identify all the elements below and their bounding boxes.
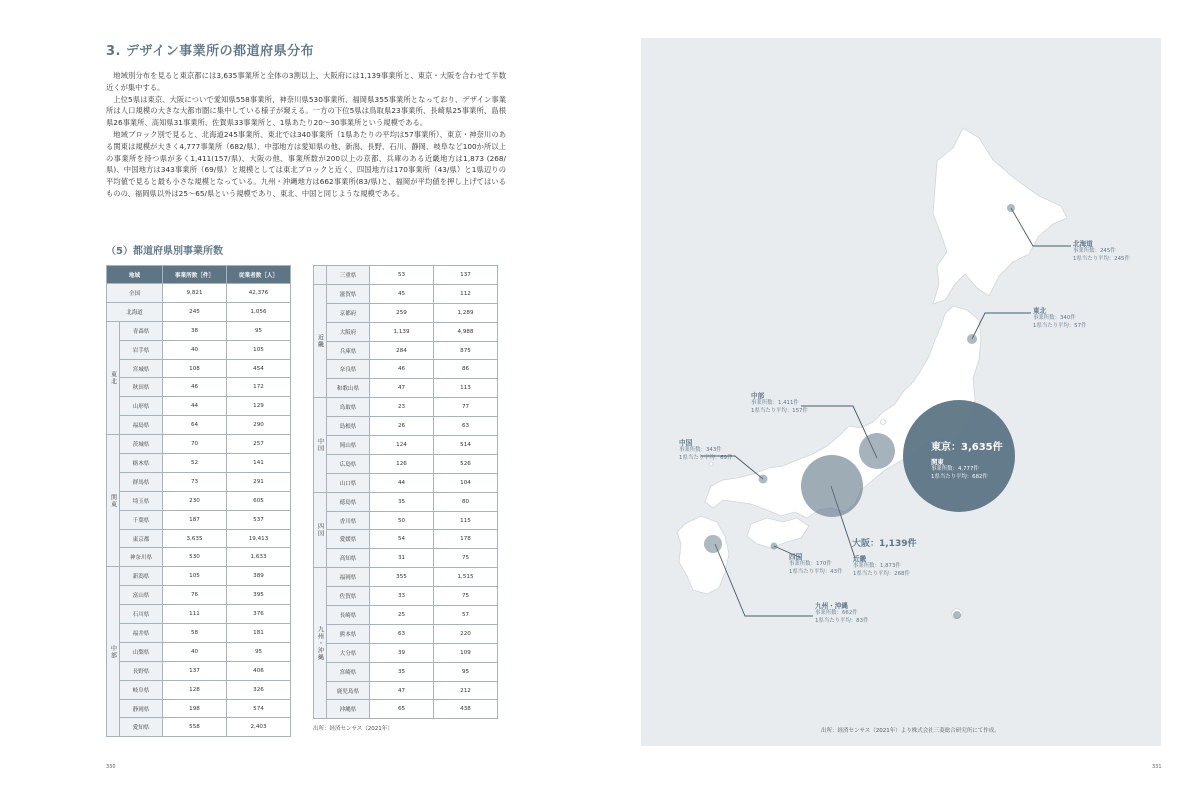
section-title: 3. デザイン事業所の都道府県分布 (106, 44, 315, 59)
employee-count: 395 (227, 586, 291, 605)
table-row (107, 472, 291, 491)
office-count: 355 (370, 568, 434, 587)
table-row (107, 435, 291, 454)
region-name: 関東 (931, 458, 944, 466)
office-count: 259 (370, 303, 434, 322)
prefecture-name: 埼玉県 (120, 491, 163, 510)
table-row (314, 662, 498, 681)
table-row (107, 340, 291, 359)
prefecture-name: 愛媛県 (327, 530, 370, 549)
table-row (314, 341, 498, 360)
prefecture-name: 大阪府 (327, 322, 370, 341)
region-avg: 1県当たり平均：268件 (853, 570, 910, 577)
region-avg: 1県当たり平均：682件 (931, 473, 988, 480)
employee-count: 57 (434, 606, 498, 625)
employee-count: 1,633 (227, 548, 291, 567)
office-count: 46 (163, 378, 227, 397)
region-name: 東北 (1033, 307, 1047, 315)
table-row (314, 587, 498, 606)
office-count: 25 (370, 606, 434, 625)
table-row (107, 416, 291, 435)
employee-count: 526 (434, 454, 498, 473)
prefecture-name: 岐阜県 (120, 680, 163, 699)
table-row (107, 284, 291, 303)
label-chugoku (679, 440, 732, 462)
prefecture-name: 熊本県 (327, 624, 370, 643)
region-avg: 1県当たり平均：69件 (679, 454, 733, 461)
prefecture-name: 千葉県 (120, 510, 163, 529)
region-name: 近畿 (853, 555, 867, 563)
employee-count: 574 (227, 699, 291, 718)
office-count: 44 (163, 397, 227, 416)
label-hokkaido (1073, 241, 1130, 263)
page-number-right: 331 (1152, 764, 1162, 770)
table-row (314, 643, 498, 662)
employee-count: 2,403 (227, 718, 291, 737)
table-row (107, 548, 291, 567)
prefecture-name: 石川県 (120, 605, 163, 624)
employee-count: 257 (227, 435, 291, 454)
page-number-left: 330 (106, 764, 116, 770)
employee-count: 129 (227, 397, 291, 416)
prefecture-name: 三重県 (327, 266, 370, 285)
office-count: 40 (163, 642, 227, 661)
region-name: 中部 (751, 392, 765, 400)
prefecture-name: 全国 (107, 284, 163, 303)
office-count: 1,139 (370, 322, 434, 341)
table-row (314, 473, 498, 492)
bubble-shikoku (771, 543, 778, 550)
office-count: 230 (163, 491, 227, 510)
prefecture-name: 新潟県 (120, 567, 163, 586)
header-offices: 事業所数［件］ (163, 266, 227, 284)
region-offices: 事業所数：245件 (1073, 248, 1116, 255)
prefecture-name: 北海道 (107, 302, 163, 321)
employee-count: 537 (227, 510, 291, 529)
bubble-okinawa (953, 611, 961, 619)
region-avg: 1県当たり平均：157件 (751, 407, 808, 414)
paragraph-3: 地域ブロック別で見ると、北海道245事業所、東北では340事業所（1県あたりの平均は57事業所）、東京・神奈川のある関東は規模が大きく4,777事業所（682/県）、中部地方は愛知県の他、新潟、長野、石川、静岡、岐阜など100か所以上の事業所を持つ県が多く1,411(157/県)、大阪の他、事業所数が200以上の京都、兵庫のある近畿地方は1,873 (268/県)、中国地方は343事業所（69/県）と規模としては東北ブロックと近く、四国地方は170事業所（43/県）と1県辺りの平均値で見ると最も小さな規模となっている。九州・沖縄地方は662事業所(83/県)と、福岡が平均値を押し上げてはいるものの、福岡県以外は25～65/県という規模であり、東北、中国と同じような規模である。 (106, 129, 506, 198)
table-row (107, 529, 291, 548)
table-source: 出所：経済センサス（2021年） (313, 726, 393, 732)
prefecture-name: 福島県 (120, 416, 163, 435)
employee-count: 438 (434, 700, 498, 719)
table-row (107, 680, 291, 699)
office-count: 63 (370, 624, 434, 643)
table-row (314, 454, 498, 473)
table-row (107, 397, 291, 416)
employee-count: 75 (434, 549, 498, 568)
employee-count: 406 (227, 661, 291, 680)
region-offices: 事業所数：1,873件 (853, 563, 901, 570)
japan-map (641, 38, 1161, 746)
japan-map-panel (641, 38, 1161, 746)
employee-count: 178 (434, 530, 498, 549)
label-kanto (931, 459, 988, 481)
office-count: 128 (163, 680, 227, 699)
office-count: 245 (163, 302, 227, 321)
table-row (107, 491, 291, 510)
prefecture-table-left (106, 265, 291, 737)
prefecture-name: 東京都 (120, 529, 163, 548)
prefecture-name: 秋田県 (120, 378, 163, 397)
office-count: 44 (370, 473, 434, 492)
bubble-chugoku (759, 475, 768, 484)
employee-count: 141 (227, 454, 291, 473)
table-row (107, 454, 291, 473)
employee-count: 875 (434, 341, 498, 360)
office-count: 38 (163, 321, 227, 340)
table-row (314, 681, 498, 700)
table-row (107, 586, 291, 605)
employee-count: 212 (434, 681, 498, 700)
office-count: 124 (370, 436, 434, 455)
table-row (107, 718, 291, 737)
region-offices: 事業所数：1,411件 (751, 400, 799, 407)
office-count: 45 (370, 284, 434, 303)
office-count: 54 (370, 530, 434, 549)
prefecture-name: 高知県 (327, 549, 370, 568)
employee-count: 376 (227, 605, 291, 624)
region-avg: 1県当たり平均：83件 (815, 617, 869, 624)
region-avg: 1県当たり平均：245件 (1073, 255, 1130, 262)
employee-count: 514 (434, 436, 498, 455)
label-kyushu (815, 603, 868, 625)
prefecture-name: 青森県 (120, 321, 163, 340)
region-group-label: 中部 (107, 567, 120, 737)
office-count: 58 (163, 624, 227, 643)
office-count: 35 (370, 492, 434, 511)
employee-count: 326 (227, 680, 291, 699)
employee-count: 95 (227, 321, 291, 340)
office-count: 137 (163, 661, 227, 680)
employee-count: 220 (434, 624, 498, 643)
employee-count: 75 (434, 587, 498, 606)
prefecture-name: 長崎県 (327, 606, 370, 625)
prefecture-name: 兵庫県 (327, 341, 370, 360)
office-count: 187 (163, 510, 227, 529)
prefecture-table-right (313, 265, 498, 719)
office-count: 9,821 (163, 284, 227, 303)
table-row (314, 284, 498, 303)
employee-count: 63 (434, 417, 498, 436)
table-header-row (107, 266, 291, 284)
kyushu-shape (677, 516, 729, 594)
bubble-tohoku (967, 334, 977, 344)
region-name: 九州・沖縄 (815, 602, 848, 610)
table-row (107, 661, 291, 680)
bubble-fukuoka (704, 535, 722, 553)
office-count: 64 (163, 416, 227, 435)
prefecture-name: 滋賀県 (327, 284, 370, 303)
region-group-label: 関東 (107, 435, 120, 567)
region-group-cell (314, 266, 327, 285)
prefecture-name: 鹿児島県 (327, 681, 370, 700)
employee-count: 80 (434, 492, 498, 511)
office-count: 23 (370, 398, 434, 417)
table-row (107, 378, 291, 397)
prefecture-name: 沖縄県 (327, 700, 370, 719)
employee-count: 4,988 (434, 322, 498, 341)
region-offices: 事業所数：4,777件 (931, 466, 979, 473)
header-employees: 従業者数［人］ (227, 266, 291, 284)
prefecture-name: 岩手県 (120, 340, 163, 359)
employee-count: 1,289 (434, 303, 498, 322)
bubble-tokyo (903, 400, 1015, 512)
office-count: 47 (370, 681, 434, 700)
map-source: 出所：経済センサス（2021年）より株式会社三菱総合研究所にて作成。 (821, 728, 1000, 734)
prefecture-name: 愛知県 (120, 718, 163, 737)
table-row (314, 322, 498, 341)
prefecture-name: 島根県 (327, 417, 370, 436)
office-count: 126 (370, 454, 434, 473)
region-group-label: 中国 (314, 398, 327, 492)
table-row (314, 436, 498, 455)
employee-count: 172 (227, 378, 291, 397)
employee-count: 95 (434, 662, 498, 681)
prefecture-name: 群馬県 (120, 472, 163, 491)
prefecture-name: 佐賀県 (327, 587, 370, 606)
label-chubu (751, 393, 808, 415)
osaka-label: 大阪：1,139件 (852, 539, 917, 549)
prefecture-name: 大分県 (327, 643, 370, 662)
office-count: 70 (163, 435, 227, 454)
table-row (314, 360, 498, 379)
table-row (314, 530, 498, 549)
prefecture-name: 和歌山県 (327, 379, 370, 398)
prefecture-name: 鳥取県 (327, 398, 370, 417)
table-row (107, 699, 291, 718)
employee-count: 42,376 (227, 284, 291, 303)
prefecture-name: 宮城県 (120, 359, 163, 378)
header-region: 地域 (107, 266, 163, 284)
table-row (314, 379, 498, 398)
employee-count: 1,515 (434, 568, 498, 587)
employee-count: 181 (227, 624, 291, 643)
prefecture-name: 岡山県 (327, 436, 370, 455)
prefecture-name: 広島県 (327, 454, 370, 473)
office-count: 31 (370, 549, 434, 568)
employee-count: 104 (434, 473, 498, 492)
office-count: 33 (370, 587, 434, 606)
table-row (107, 624, 291, 643)
bubble-hokkaido (1007, 204, 1015, 212)
region-group-label: 近畿 (314, 284, 327, 397)
region-name: 中国 (679, 439, 693, 447)
office-count: 530 (163, 548, 227, 567)
region-name: 北海道 (1073, 240, 1093, 248)
prefecture-name: 神奈川県 (120, 548, 163, 567)
table-row (314, 624, 498, 643)
prefecture-name: 山梨県 (120, 642, 163, 661)
table-row (314, 266, 498, 285)
region-offices: 事業所数：170件 (789, 561, 832, 568)
region-group-label: 東北 (107, 321, 120, 434)
table-row (314, 549, 498, 568)
table-row (107, 605, 291, 624)
prefecture-name: 京都府 (327, 303, 370, 322)
prefecture-name: 奈良県 (327, 360, 370, 379)
prefecture-name: 徳島県 (327, 492, 370, 511)
employee-count: 19,413 (227, 529, 291, 548)
office-count: 558 (163, 718, 227, 737)
office-count: 105 (163, 567, 227, 586)
prefecture-name: 宮崎県 (327, 662, 370, 681)
office-count: 35 (370, 662, 434, 681)
table-row (314, 417, 498, 436)
table-row (314, 511, 498, 530)
bubble-osaka (801, 455, 863, 517)
prefecture-name: 静岡県 (120, 699, 163, 718)
office-count: 108 (163, 359, 227, 378)
office-count: 40 (163, 340, 227, 359)
label-tohoku (1033, 308, 1086, 330)
paragraph-2: 上位5県は東京、大阪についで愛知県558事業所、神奈川県530事業所、福岡県355事業所となっており、デザイン事業所は人口規模の大きな大都市圏に集中している様子が窺える。一方の下位5県は鳥取県23事業所、長崎県25事業所、島根県26事業所、高知県31事業所、佐賀県33事業所と、1県あたり20～30事業所という規模である。 (106, 94, 506, 128)
employee-count: 95 (227, 642, 291, 661)
office-count: 53 (370, 266, 434, 285)
table-row (107, 302, 291, 321)
paragraph-1: 地域別分布を見ると東京都には3,635事業所と全体の3割以上、大阪府には1,139事業所と、東京・大阪を合わせて半数近くが集中する。 (106, 71, 506, 92)
employee-count: 115 (434, 511, 498, 530)
region-group-label: 九州・沖縄 (314, 568, 327, 719)
region-group-label: 四国 (314, 492, 327, 568)
office-count: 65 (370, 700, 434, 719)
office-count: 47 (370, 379, 434, 398)
label-kinki (853, 556, 910, 578)
employee-count: 454 (227, 359, 291, 378)
region-offices: 事業所数：343件 (679, 447, 722, 454)
table-row (314, 303, 498, 322)
table-title: （5）都道府県別事業所数 (106, 246, 223, 257)
table-row (314, 700, 498, 719)
employee-count: 137 (434, 266, 498, 285)
region-name: 四国 (789, 553, 803, 561)
prefecture-name: 福井県 (120, 624, 163, 643)
office-count: 50 (370, 511, 434, 530)
office-count: 198 (163, 699, 227, 718)
tokyo-label: 東京：3,635件 (931, 442, 1003, 453)
table-row (107, 359, 291, 378)
employee-count: 86 (434, 360, 498, 379)
prefecture-name: 山口県 (327, 473, 370, 492)
table-row (107, 642, 291, 661)
employee-count: 105 (227, 340, 291, 359)
table-row (107, 510, 291, 529)
office-count: 111 (163, 605, 227, 624)
region-avg: 1県当たり平均：57件 (1033, 322, 1087, 329)
employee-count: 112 (434, 284, 498, 303)
prefecture-name: 栃木県 (120, 454, 163, 473)
region-offices: 事業所数：662件 (815, 610, 858, 617)
office-count: 46 (370, 360, 434, 379)
prefecture-name: 茨城県 (120, 435, 163, 454)
prefecture-name: 富山県 (120, 586, 163, 605)
employee-count: 389 (227, 567, 291, 586)
office-count: 284 (370, 341, 434, 360)
employee-count: 605 (227, 491, 291, 510)
table-row (107, 321, 291, 340)
office-count: 3,635 (163, 529, 227, 548)
prefecture-name: 長野県 (120, 661, 163, 680)
table-row (314, 492, 498, 511)
table-row (107, 567, 291, 586)
bubble-aichi (859, 433, 895, 469)
employee-count: 113 (434, 379, 498, 398)
office-count: 26 (370, 417, 434, 436)
office-count: 73 (163, 472, 227, 491)
employee-count: 109 (434, 643, 498, 662)
employee-count: 1,056 (227, 302, 291, 321)
region-offices: 事業所数：340件 (1033, 315, 1076, 322)
office-count: 76 (163, 586, 227, 605)
hokkaido-shape (933, 128, 1067, 304)
office-count: 52 (163, 454, 227, 473)
prefecture-name: 福岡県 (327, 568, 370, 587)
region-avg: 1県当たり平均：43件 (789, 568, 843, 575)
table-row (314, 398, 498, 417)
table-row (314, 606, 498, 625)
label-shikoku (789, 554, 842, 576)
employee-count: 291 (227, 472, 291, 491)
office-count: 39 (370, 643, 434, 662)
employee-count: 77 (434, 398, 498, 417)
prefecture-name: 山形県 (120, 397, 163, 416)
table-row (314, 568, 498, 587)
shikoku-shape (747, 518, 809, 548)
body-text (106, 70, 506, 200)
prefecture-name: 香川県 (327, 511, 370, 530)
employee-count: 290 (227, 416, 291, 435)
